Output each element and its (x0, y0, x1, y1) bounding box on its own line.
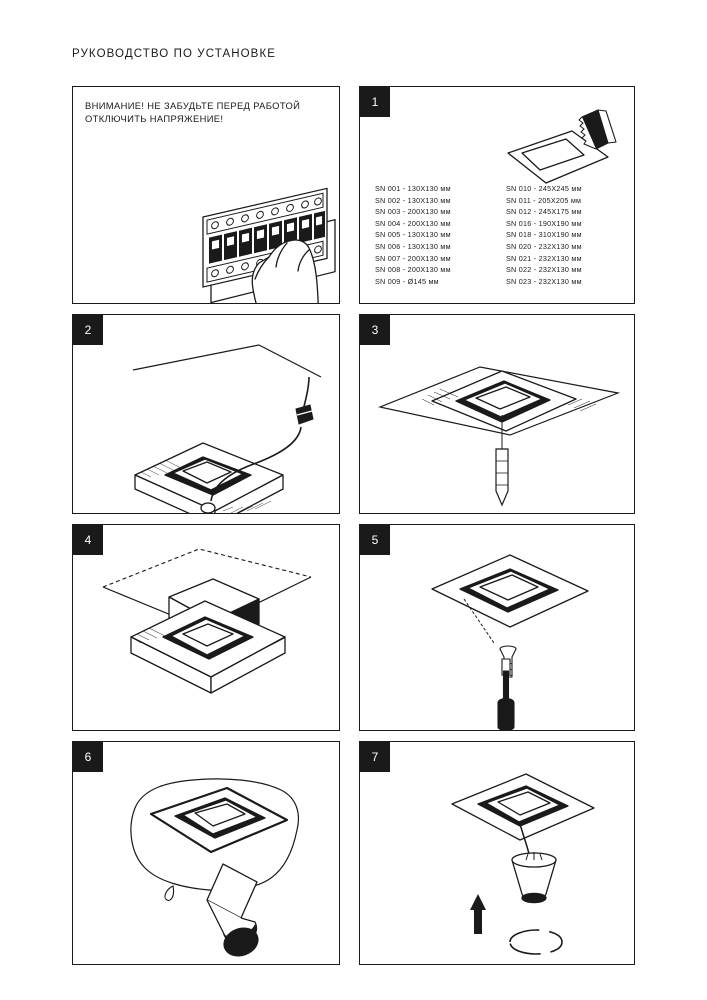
step-number-badge: 7 (360, 742, 390, 772)
spec-line: SN 007 - 200X130 мм (375, 253, 451, 263)
spec-line: SN 023 - 232X130 мм (506, 276, 582, 286)
spec-column-left (375, 183, 494, 287)
spec-column-right (506, 183, 625, 287)
step-number-badge: 2 (73, 315, 103, 345)
step-4-illustration (73, 525, 339, 730)
step-2-illustration (73, 315, 339, 513)
step-4-panel (72, 524, 340, 731)
step-number-badge: 6 (73, 742, 103, 772)
spec-line: SN 008 - 200X130 мм (375, 265, 451, 275)
step-2-panel (72, 314, 340, 514)
spec-line: SN 020 - 232X130 мм (506, 241, 582, 251)
spec-line: SN 016 - 190X190 мм (506, 218, 582, 228)
spec-table (375, 183, 625, 287)
spec-line: SN 005 - 130X130 мм (375, 230, 451, 240)
step-number-badge: 3 (360, 315, 390, 345)
spec-line: SN 010 - 245X245 мм (506, 184, 582, 193)
step-3-illustration (360, 315, 634, 513)
spec-line: SN 011 - 205X205 мм (506, 195, 582, 205)
page-title: РУКОВОДСТВО ПО УСТАНОВКЕ (72, 48, 277, 60)
step-number-badge: 1 (360, 87, 390, 117)
spec-line: SN 018 - 310X190 мм (506, 230, 582, 240)
steps-grid (72, 86, 635, 965)
spec-line: SN 006 - 130X130 мм (375, 241, 451, 251)
warning-illustration (73, 87, 339, 303)
spec-line: SN 012 - 245X175 мм (506, 207, 582, 217)
spec-line: SN 004 - 200X130 мм (375, 218, 451, 228)
step-7-panel (359, 741, 635, 965)
spec-line: SN 003 - 200X130 мм (375, 207, 451, 217)
spec-line: SN 001 - 130X130 мм (375, 184, 451, 193)
step-1-panel (359, 86, 635, 304)
step-5-panel (359, 524, 635, 731)
spec-line: SN 009 - Ø145 мм (375, 276, 439, 286)
spec-line: SN 021 - 232X130 мм (506, 253, 582, 263)
step-6-panel (72, 741, 340, 965)
step-7-illustration (360, 742, 634, 964)
step-3-panel (359, 314, 635, 514)
step-6-illustration (73, 742, 339, 964)
step-5-illustration (360, 525, 634, 730)
spec-line: SN 022 - 232X130 мм (506, 265, 582, 275)
warning-panel (72, 86, 340, 304)
step-number-badge: 4 (73, 525, 103, 555)
step-number-badge: 5 (360, 525, 390, 555)
spec-line: SN 002 - 130X130 мм (375, 195, 451, 205)
warning-text: ВНИМАНИЕ! НЕ ЗАБУДЬТЕ ПЕРЕД РАБОТОЙ ОТКЛЮЧИТЬ НАПРЯЖЕНИЕ! (85, 100, 301, 124)
